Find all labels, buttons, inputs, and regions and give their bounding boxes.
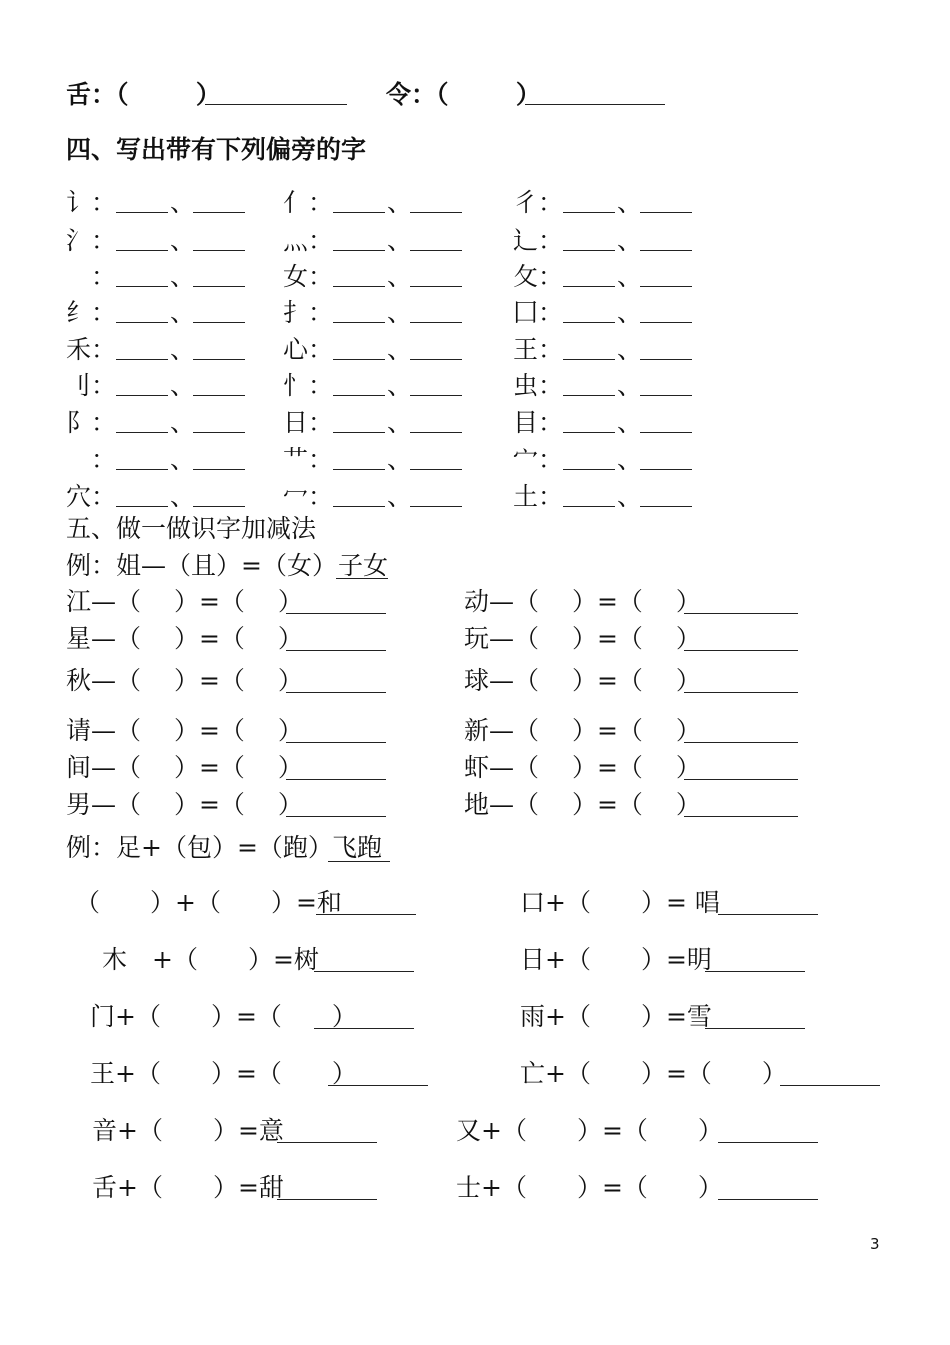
- answer-blank[interactable]: [286, 692, 386, 693]
- row1-ling-blank[interactable]: [525, 104, 665, 105]
- answer-blank[interactable]: [780, 1085, 880, 1086]
- addition-equation: 亡+（ ）=（ ）: [520, 1059, 787, 1088]
- separator: 、: [387, 226, 413, 255]
- addition-equation: 门+（ ）=（ ）: [90, 1002, 357, 1031]
- radical-label: 阝：: [66, 408, 117, 437]
- radical-blank[interactable]: [640, 506, 692, 507]
- radical-blank[interactable]: [563, 286, 615, 287]
- radical-blank[interactable]: [640, 322, 692, 323]
- separator: 、: [170, 188, 196, 217]
- answer-blank[interactable]: [328, 1085, 428, 1086]
- radical-blank[interactable]: [640, 250, 692, 251]
- answer-blank[interactable]: [314, 971, 414, 972]
- radical-label: 虫：: [513, 371, 564, 400]
- answer-blank[interactable]: [684, 742, 798, 743]
- example2-text: 例：足+（包）=（跑）: [66, 833, 333, 862]
- radical-label: 心：: [283, 335, 334, 364]
- radical-blank[interactable]: [193, 322, 245, 323]
- subtraction-equation: 地—（ ）=（ ）: [464, 790, 701, 819]
- subtraction-equation: 球—（ ）=（ ）: [464, 666, 701, 695]
- example2-underline: [328, 861, 390, 862]
- subtraction-equation: 男—（ ）=（ ）: [66, 790, 303, 819]
- radical-blank[interactable]: [116, 506, 168, 507]
- separator: 、: [170, 262, 196, 291]
- separator: 、: [617, 226, 643, 255]
- radical-blank[interactable]: [640, 432, 692, 433]
- radical-blank[interactable]: [116, 432, 168, 433]
- answer-blank[interactable]: [684, 692, 798, 693]
- radical-blank[interactable]: [410, 359, 462, 360]
- separator: 、: [387, 408, 413, 437]
- radical-blank[interactable]: [410, 469, 462, 470]
- radical-blank[interactable]: [563, 322, 615, 323]
- radical-blank[interactable]: [333, 212, 385, 213]
- answer-blank[interactable]: [718, 1199, 818, 1200]
- radical-label: 扌：: [283, 298, 334, 327]
- addition-equation: 音+（ ）=意: [92, 1116, 284, 1145]
- radical-blank[interactable]: [410, 286, 462, 287]
- radical-blank[interactable]: [116, 212, 168, 213]
- separator: 、: [387, 482, 413, 511]
- answer-blank[interactable]: [277, 1142, 377, 1143]
- radical-label: 亻：: [283, 188, 334, 217]
- separator: 、: [170, 482, 196, 511]
- subtraction-equation: 间—（ ）=（ ）: [66, 753, 303, 782]
- radical-label: 王：: [513, 335, 564, 364]
- radical-blank[interactable]: [563, 212, 615, 213]
- radical-blank[interactable]: [333, 359, 385, 360]
- separator: 、: [170, 335, 196, 364]
- radical-blank[interactable]: [563, 469, 615, 470]
- answer-blank[interactable]: [286, 816, 386, 817]
- answer-blank[interactable]: [684, 613, 798, 614]
- radical-blank[interactable]: [563, 359, 615, 360]
- radical-blank[interactable]: [640, 359, 692, 360]
- row1-ling: 令：（ ）: [386, 80, 541, 109]
- radical-blank[interactable]: [333, 286, 385, 287]
- subtraction-equation: 玩—（ ）=（ ）: [464, 624, 701, 653]
- radical-label: 日：: [283, 408, 334, 437]
- radical-blank[interactable]: [410, 506, 462, 507]
- addition-equation: 又+（ ）=（ ）: [456, 1116, 723, 1145]
- answer-blank[interactable]: [705, 1028, 805, 1029]
- addition-equation: 口+（ ）= 唱: [520, 888, 720, 917]
- separator: 、: [617, 262, 643, 291]
- separator: 、: [617, 408, 643, 437]
- radical-blank[interactable]: [193, 212, 245, 213]
- example1-answer: 子女: [338, 551, 389, 580]
- section4-title: 四、写出带有下列偏旁的字: [66, 135, 367, 164]
- subtraction-equation: 秋—（ ）=（ ）: [66, 666, 303, 695]
- radical-blank[interactable]: [116, 322, 168, 323]
- radical-blank[interactable]: [563, 250, 615, 251]
- separator: 、: [387, 371, 413, 400]
- radical-blank[interactable]: [193, 469, 245, 470]
- subtraction-equation: 请—（ ）=（ ）: [66, 716, 303, 745]
- radical-blank[interactable]: [640, 286, 692, 287]
- addition-equation: 舌+（ ）=甜: [92, 1173, 284, 1202]
- separator: 、: [387, 335, 413, 364]
- addition-equation: 雨+（ ）=雪: [520, 1002, 712, 1031]
- radical-blank[interactable]: [116, 469, 168, 470]
- subtraction-equation: 新—（ ）=（ ）: [464, 716, 701, 745]
- radical-blank[interactable]: [193, 359, 245, 360]
- radical-label: 攵：: [513, 262, 564, 291]
- radical-blank[interactable]: [410, 395, 462, 396]
- radical-label: 目：: [513, 408, 564, 437]
- radical-label: 灬：: [283, 226, 334, 255]
- radical-label: 彳：: [513, 188, 564, 217]
- separator: 、: [617, 371, 643, 400]
- separator: 、: [170, 408, 196, 437]
- addition-equation: 王+（ ）=（ ）: [90, 1059, 357, 1088]
- addition-equation: 木 +（ ）=树: [102, 945, 319, 974]
- radical-label: 艹：: [283, 445, 334, 474]
- separator: 、: [617, 482, 643, 511]
- separator: 、: [617, 445, 643, 474]
- answer-blank[interactable]: [684, 779, 798, 780]
- radical-label: 纟：: [66, 298, 117, 327]
- radical-label: 冖：: [283, 482, 334, 511]
- answer-blank[interactable]: [684, 650, 798, 651]
- answer-blank[interactable]: [286, 779, 386, 780]
- subtraction-equation: 星—（ ）=（ ）: [66, 624, 303, 653]
- radical-blank[interactable]: [410, 212, 462, 213]
- radical-blank[interactable]: [333, 395, 385, 396]
- radical-label: ：: [91, 445, 117, 474]
- separator: 、: [617, 335, 643, 364]
- example1-text: 例：姐—（且）=（女）: [66, 551, 337, 580]
- radical-blank[interactable]: [563, 395, 615, 396]
- radical-blank[interactable]: [333, 432, 385, 433]
- radical-label: 囗：: [513, 298, 564, 327]
- radical-blank[interactable]: [410, 250, 462, 251]
- separator: 、: [387, 262, 413, 291]
- radical-blank[interactable]: [333, 469, 385, 470]
- radical-blank[interactable]: [640, 212, 692, 213]
- radical-blank[interactable]: [193, 286, 245, 287]
- separator: 、: [170, 371, 196, 400]
- answer-blank[interactable]: [286, 613, 386, 614]
- radical-blank[interactable]: [333, 322, 385, 323]
- radical-label: 忄：: [283, 371, 334, 400]
- answer-blank[interactable]: [718, 1142, 818, 1143]
- radical-blank[interactable]: [640, 395, 692, 396]
- radical-label: 辶：: [513, 226, 564, 255]
- separator: 、: [387, 188, 413, 217]
- radical-label: 氵：: [66, 226, 117, 255]
- radical-blank[interactable]: [410, 432, 462, 433]
- addition-equation: （ ）+（ ）=和: [75, 888, 342, 917]
- radical-blank[interactable]: [193, 250, 245, 251]
- separator: 、: [387, 445, 413, 474]
- radical-label: 宀：: [513, 445, 564, 474]
- addition-equation: 日+（ ）=明: [520, 945, 712, 974]
- radical-blank[interactable]: [116, 395, 168, 396]
- answer-blank[interactable]: [286, 650, 386, 651]
- page-number: 3: [870, 1235, 880, 1253]
- radical-blank[interactable]: [193, 395, 245, 396]
- answer-blank[interactable]: [684, 816, 798, 817]
- example2-answer: 飞跑: [332, 833, 383, 862]
- radical-label: 讠：: [66, 188, 117, 217]
- separator: 、: [170, 445, 196, 474]
- radical-blank[interactable]: [193, 506, 245, 507]
- separator: 、: [387, 298, 413, 327]
- subtraction-equation: 江—（ ）=（ ）: [66, 587, 303, 616]
- radical-blank[interactable]: [193, 432, 245, 433]
- separator: 、: [170, 298, 196, 327]
- subtraction-equation: 动—（ ）=（ ）: [464, 587, 701, 616]
- radical-label: 禾：: [66, 335, 117, 364]
- row1-she-blank[interactable]: [205, 104, 347, 105]
- answer-blank[interactable]: [286, 742, 386, 743]
- addition-equation: 士+（ ）=（ ）: [456, 1173, 723, 1202]
- radical-label: 土：: [513, 482, 564, 511]
- row1-she: 舌：（ ）: [66, 80, 221, 109]
- radical-blank[interactable]: [563, 506, 615, 507]
- answer-blank[interactable]: [277, 1199, 377, 1200]
- radical-blank[interactable]: [640, 469, 692, 470]
- radical-label: ：: [91, 262, 117, 291]
- answer-blank[interactable]: [316, 914, 416, 915]
- radical-label: 穴：: [66, 482, 117, 511]
- radical-blank[interactable]: [410, 322, 462, 323]
- answer-blank[interactable]: [314, 1028, 414, 1029]
- separator: 、: [170, 226, 196, 255]
- radical-blank[interactable]: [333, 250, 385, 251]
- radical-blank[interactable]: [333, 506, 385, 507]
- radical-blank[interactable]: [563, 432, 615, 433]
- subtraction-equation: 虾—（ ）=（ ）: [464, 753, 701, 782]
- radical-label: 女：: [283, 262, 334, 291]
- example1-underline: [336, 578, 388, 579]
- answer-blank[interactable]: [718, 914, 818, 915]
- section5-title: 五、做一做识字加减法: [66, 514, 317, 543]
- answer-blank[interactable]: [705, 971, 805, 972]
- separator: 、: [617, 298, 643, 327]
- radical-blank[interactable]: [116, 359, 168, 360]
- radical-blank[interactable]: [116, 286, 168, 287]
- radical-blank[interactable]: [116, 250, 168, 251]
- separator: 、: [617, 188, 643, 217]
- radical-label: 刂：: [66, 371, 117, 400]
